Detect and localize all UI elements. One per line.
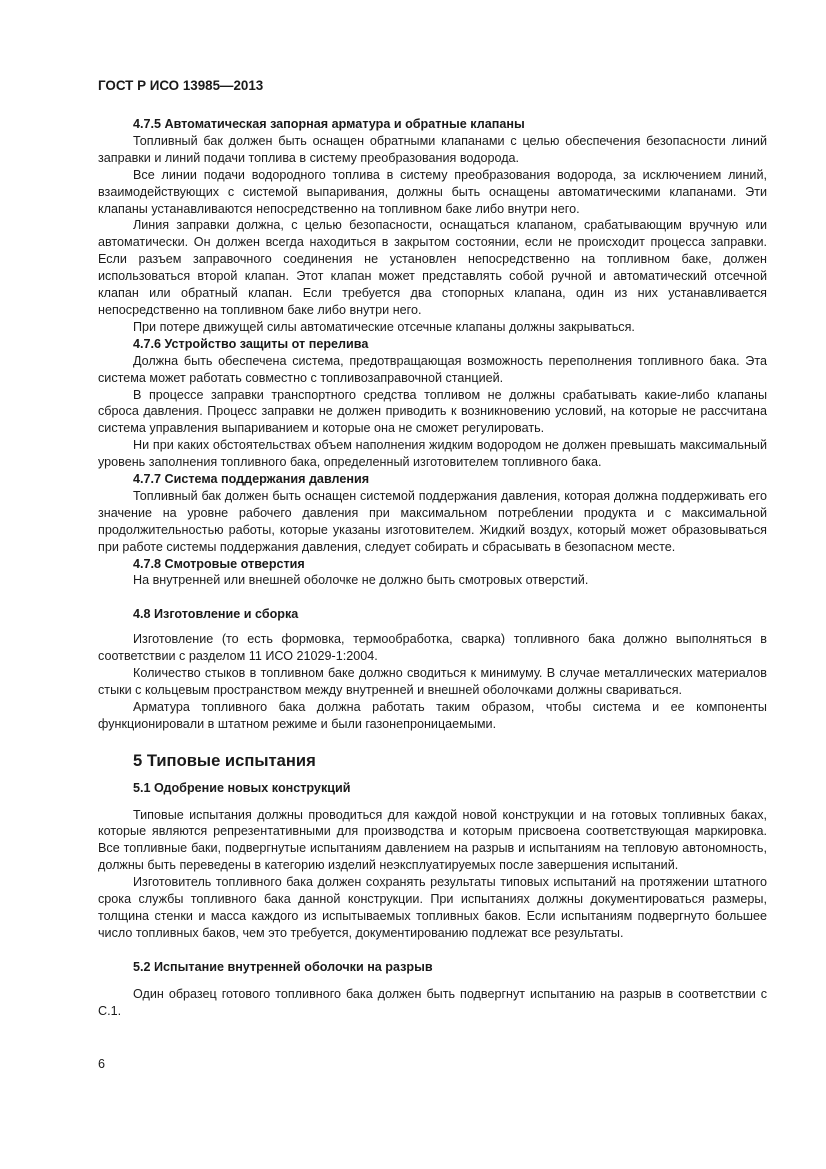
section-4-7-6-heading: 4.7.6 Устройство защиты от перелива bbox=[133, 336, 369, 351]
paragraph: Линия заправки должна, с целью безопасности, оснащаться клапаном, срабатывающим вручную или автоматически. Он должен всегда находиться в закрытом состоянии, если не происходит процесса заправки. Если разъем заправочного соединения не установлен непосредственно на топливном баке, должен использоваться второй клапан. Этот клапан может представлять собой ручной и автоматический отсечной клапан или обратный клапан. Если требуется два стопорных клапана, один из них устанавливается непосредственно на топливном баке либо внутри него. bbox=[98, 218, 767, 317]
paragraph: Один образец готового топливного бака должен быть подвергнут испытанию на разрыв в соответствии с С.1. bbox=[98, 986, 767, 1018]
paragraph: Все линии подачи водородного топлива в систему преобразования водорода, за исключением линий, взаимодействующих с системой выпаривания, должны быть оснащены автоматическими клапанами. Эти клапаны устанавливаются непосредственно на топливном баке либо внутри него. bbox=[98, 167, 767, 216]
page-content bbox=[98, 116, 767, 1020]
paragraph: На внутренней или внешней оболочке не должно быть смотровых отверстий. bbox=[133, 573, 589, 588]
section-4-8-heading: 4.8 Изготовление и сборка bbox=[133, 607, 299, 622]
paragraph: Изготовитель топливного бака должен сохранять результаты типовых испытаний на протяжении штатного срока службы топливного бака данной конструкции. При испытаниях должны документироваться размеры, толщина стенки и масса каждого из испытываемых топливных баков. Если испытаниям подвергнуто большее число топливных баков, чем это требуется, документированию подлежат все результаты. bbox=[98, 875, 767, 940]
section-4-7-8-heading: 4.7.8 Смотровые отверстия bbox=[133, 556, 305, 571]
paragraph: При потере движущей силы автоматические отсечные клапаны должны закрываться. bbox=[133, 319, 635, 334]
section-5-2-heading: 5.2 Испытание внутренней оболочки на разрыв bbox=[133, 959, 433, 974]
paragraph: Ни при каких обстоятельствах объем наполнения жидким водородом не должен превышать максимальный уровень заполнения топливного бака, определенный изготовителем топливного бака. bbox=[98, 438, 767, 470]
paragraph: Арматура топливного бака должна работать таким образом, чтобы система и ее компоненты функционировали в штатном режиме и были газонепроницаемыми. bbox=[98, 699, 767, 731]
paragraph: Должна быть обеспечена система, предотвращающая возможность переполнения топливного бака. Эта система может работать совместно с топливозаправочной станцией. bbox=[98, 353, 767, 385]
paragraph: В процессе заправки транспортного средства топливом не должны срабатывать какие-либо клапаны сброса давления. Процесс заправки не должен приводить к возникновению условий, на которые не рассчитана система управления выпариванием и которые она не сможет регулировать. bbox=[98, 387, 767, 436]
paragraph: Изготовление (то есть формовка, термообработка, сварка) топливного бака должно выполняться в соответствии с разделом 11 ИСО 21029-1:2004. bbox=[98, 632, 767, 664]
paragraph: Количество стыков в топливном баке должно сводиться к минимуму. В случае металлических материалов стыки с кольцевым пространством между внутренней и внешней оболочками должны свариваться. bbox=[98, 666, 767, 697]
section-4-7-7-heading: 4.7.7 Система поддержания давления bbox=[133, 472, 370, 487]
page-number: 6 bbox=[98, 1057, 106, 1071]
section-4-7-5-heading: 4.7.5 Автоматическая запорная арматура и обратные клапаны bbox=[133, 117, 525, 131]
section-5-1-heading: 5.1 Одобрение новых конструкций bbox=[133, 780, 351, 795]
paragraph: Типовые испытания должны проводиться для каждой новой конструкции и на готовых топливных баках, которые являются репрезентативными для производства и которым присвоена соответствующая маркировка. Все топливные баки, подвергнутые испытаниям давлением на разрыв и испытаниям на тепловую автономность, должны быть переведены в категорию изделий неэксплуатируемых после завершения испытаний. bbox=[98, 807, 767, 873]
section-5-heading: 5 Типовые испытания bbox=[133, 750, 316, 770]
paragraph: Топливный бак должен быть оснащен обратными клапанами с целью обеспечения безопасности линий заправки и линий подачи топлива в систему преобразования водорода. bbox=[98, 133, 767, 165]
document-header: ГОСТ Р ИСО 13985—2013 bbox=[98, 78, 264, 93]
paragraph: Топливный бак должен быть оснащен системой поддержания давления, которая должна поддерживать его значение на уровне рабочего давления при максимальном потреблении продукта и с максимальной продолжительностью работы, которые указаны изготовителем. Жидкий воздух, который может образовываться при работе системы поддержания давления, следует собирать и сбрасывать в безопасном месте. bbox=[98, 488, 767, 554]
